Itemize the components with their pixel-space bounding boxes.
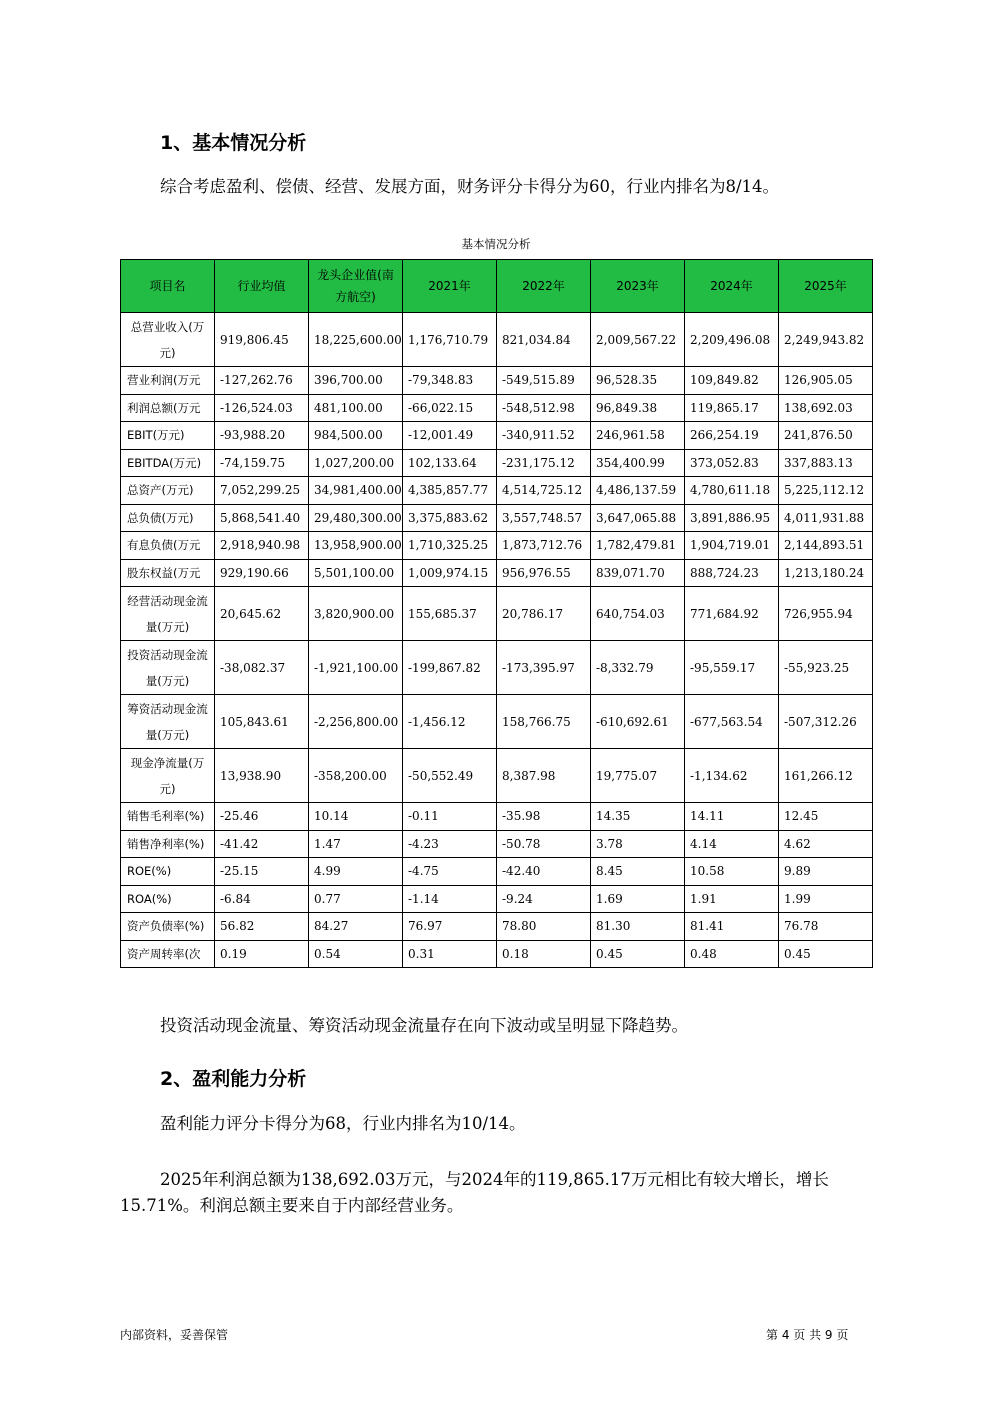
row-value-cell: 5,868,541.40 <box>215 504 309 532</box>
row-value-cell: -231,175.12 <box>497 449 591 477</box>
row-value-cell: 396,700.00 <box>309 367 403 395</box>
row-label: 销售毛利率(%) <box>121 803 215 831</box>
section-1-intro: 综合考虑盈利、偿债、经营、发展方面，财务评分卡得分为60，行业内排名为8/14。 <box>160 177 780 196</box>
row-value-cell: 3,820,900.00 <box>309 587 403 641</box>
row-label: 利润总额(万元 <box>121 394 215 422</box>
row-value-cell: 984,500.00 <box>309 422 403 450</box>
row-value-cell: 4,780,611.18 <box>685 477 779 505</box>
row-value-cell: 3,647,065.88 <box>591 504 685 532</box>
row-label: 经营活动现金流量(万元) <box>121 587 215 641</box>
section-1-heading: 1、基本情况分析 <box>160 132 307 154</box>
footer-confidential-note: 内部资料，妥善保管 <box>120 1328 229 1342</box>
row-value-cell: -358,200.00 <box>309 749 403 803</box>
row-value-cell: -4.75 <box>403 858 497 886</box>
row-value-cell: -549,515.89 <box>497 367 591 395</box>
row-value-cell: 373,052.83 <box>685 449 779 477</box>
row-value-cell: -8,332.79 <box>591 641 685 695</box>
row-value-cell: 1,009,974.15 <box>403 559 497 587</box>
row-value-cell: -6.84 <box>215 885 309 913</box>
row-value-cell: 246,961.58 <box>591 422 685 450</box>
row-value-cell: -1.14 <box>403 885 497 913</box>
row-value-cell: 10.58 <box>685 858 779 886</box>
header-year-2024: 2024年 <box>685 260 779 313</box>
table-row <box>121 749 873 803</box>
row-value-cell: 3,557,748.57 <box>497 504 591 532</box>
row-value-cell: 56.82 <box>215 913 309 941</box>
row-value-cell: 956,976.55 <box>497 559 591 587</box>
row-value-cell: -1,134.62 <box>685 749 779 803</box>
row-value-cell: 19,775.07 <box>591 749 685 803</box>
footer-page-number: 第 4 页 共 9 页 <box>766 1328 849 1342</box>
row-value-cell: 102,133.64 <box>403 449 497 477</box>
section-2-heading: 2、盈利能力分析 <box>160 1068 307 1090</box>
row-value-cell: 9.89 <box>779 858 873 886</box>
row-value-cell: 81.41 <box>685 913 779 941</box>
row-value-cell: -126,524.03 <box>215 394 309 422</box>
row-value-cell: 81.30 <box>591 913 685 941</box>
row-value-cell: 1,782,479.81 <box>591 532 685 560</box>
row-value-cell: 126,905.05 <box>779 367 873 395</box>
row-value-cell: -35.98 <box>497 803 591 831</box>
row-value-cell: -0.11 <box>403 803 497 831</box>
row-value-cell: 821,034.84 <box>497 313 591 367</box>
row-value-cell: 3.78 <box>591 830 685 858</box>
row-label: 资产负债率(%) <box>121 913 215 941</box>
row-value-cell: -95,559.17 <box>685 641 779 695</box>
row-value-cell: 2,209,496.08 <box>685 313 779 367</box>
row-value-cell: -41.42 <box>215 830 309 858</box>
header-year-2021: 2021年 <box>403 260 497 313</box>
table-row <box>121 803 873 831</box>
row-value-cell: 76.78 <box>779 913 873 941</box>
row-value-cell: -42.40 <box>497 858 591 886</box>
row-value-cell: 640,754.03 <box>591 587 685 641</box>
row-value-cell: 1,710,325.25 <box>403 532 497 560</box>
row-value-cell: 1.99 <box>779 885 873 913</box>
row-value-cell: -74,159.75 <box>215 449 309 477</box>
row-label: 投资活动现金流量(万元) <box>121 641 215 695</box>
row-value-cell: -2,256,800.00 <box>309 695 403 749</box>
row-value-cell: 1,904,719.01 <box>685 532 779 560</box>
row-label: 股东权益(万元 <box>121 559 215 587</box>
table-row <box>121 532 873 560</box>
header-year-2022: 2022年 <box>497 260 591 313</box>
row-label: 总资产(万元) <box>121 477 215 505</box>
table-conclusion-text: 投资活动现金流量、筹资活动现金流量存在向下波动或呈明显下降趋势。 <box>160 1016 688 1035</box>
row-value-cell: -93,988.20 <box>215 422 309 450</box>
row-value-cell: 109,849.82 <box>685 367 779 395</box>
table-row <box>121 695 873 749</box>
row-value-cell: 929,190.66 <box>215 559 309 587</box>
row-value-cell: 4,514,725.12 <box>497 477 591 505</box>
row-value-cell: 138,692.03 <box>779 394 873 422</box>
row-value-cell: 2,249,943.82 <box>779 313 873 367</box>
table-row <box>121 885 873 913</box>
table-caption: 基本情况分析 <box>461 237 531 251</box>
row-value-cell: 76.97 <box>403 913 497 941</box>
row-value-cell: -25.15 <box>215 858 309 886</box>
row-value-cell: 241,876.50 <box>779 422 873 450</box>
row-value-cell: -4.23 <box>403 830 497 858</box>
row-value-cell: 0.31 <box>403 940 497 968</box>
header-year-2025: 2025年 <box>779 260 873 313</box>
row-value-cell: 0.18 <box>497 940 591 968</box>
row-value-cell: 3,375,883.62 <box>403 504 497 532</box>
financial-table <box>120 259 873 968</box>
row-value-cell: 4,486,137.59 <box>591 477 685 505</box>
header-leader-value: 龙头企业值(南方航空) <box>309 260 403 313</box>
row-value-cell: 12.45 <box>779 803 873 831</box>
table-row <box>121 913 873 941</box>
row-value-cell: 888,724.23 <box>685 559 779 587</box>
row-label: 总负债(万元) <box>121 504 215 532</box>
table-row <box>121 641 873 695</box>
row-value-cell: 8,387.98 <box>497 749 591 803</box>
row-value-cell: 354,400.99 <box>591 449 685 477</box>
row-value-cell: 4.14 <box>685 830 779 858</box>
row-value-cell: -1,921,100.00 <box>309 641 403 695</box>
row-label: EBITDA(万元) <box>121 449 215 477</box>
row-value-cell: 5,501,100.00 <box>309 559 403 587</box>
row-value-cell: -677,563.54 <box>685 695 779 749</box>
row-label: ROE(%) <box>121 858 215 886</box>
row-value-cell: -12,001.49 <box>403 422 497 450</box>
row-value-cell: 7,052,299.25 <box>215 477 309 505</box>
table-row <box>121 559 873 587</box>
row-value-cell: 8.45 <box>591 858 685 886</box>
row-value-cell: 3,891,886.95 <box>685 504 779 532</box>
table-row <box>121 477 873 505</box>
row-value-cell: 4,385,857.77 <box>403 477 497 505</box>
table-row <box>121 367 873 395</box>
row-value-cell: 0.45 <box>779 940 873 968</box>
row-value-cell: -507,312.26 <box>779 695 873 749</box>
row-value-cell: 4.99 <box>309 858 403 886</box>
row-value-cell: 20,645.62 <box>215 587 309 641</box>
row-value-cell: 266,254.19 <box>685 422 779 450</box>
row-value-cell: -127,262.76 <box>215 367 309 395</box>
row-value-cell: 29,480,300.00 <box>309 504 403 532</box>
table-row <box>121 858 873 886</box>
row-label: 有息负债(万元 <box>121 532 215 560</box>
row-label: 营业利润(万元 <box>121 367 215 395</box>
row-value-cell: -79,348.83 <box>403 367 497 395</box>
row-label: EBIT(万元) <box>121 422 215 450</box>
table-row <box>121 422 873 450</box>
row-value-cell: -25.46 <box>215 803 309 831</box>
row-value-cell: 1.69 <box>591 885 685 913</box>
row-value-cell: 155,685.37 <box>403 587 497 641</box>
header-item-name: 项目名 <box>121 260 215 313</box>
profit-analysis-text: 2025年利润总额为138,692.03万元，与2024年的119,865.17万元相比有较大增长，增长15.71%。利润总额主要来自于内部经营业务。 <box>120 1170 829 1215</box>
row-value-cell: -173,395.97 <box>497 641 591 695</box>
row-label: ROA(%) <box>121 885 215 913</box>
row-value-cell: -38,082.37 <box>215 641 309 695</box>
table-row <box>121 504 873 532</box>
table-row <box>121 449 873 477</box>
row-value-cell: -50.78 <box>497 830 591 858</box>
row-value-cell: 158,766.75 <box>497 695 591 749</box>
header-industry-avg: 行业均值 <box>215 260 309 313</box>
table-row <box>121 830 873 858</box>
row-value-cell: 1,873,712.76 <box>497 532 591 560</box>
row-value-cell: 0.45 <box>591 940 685 968</box>
row-value-cell: 2,009,567.22 <box>591 313 685 367</box>
table-row <box>121 313 873 367</box>
row-value-cell: 119,865.17 <box>685 394 779 422</box>
row-value-cell: 96,528.35 <box>591 367 685 395</box>
row-value-cell: 84.27 <box>309 913 403 941</box>
row-value-cell: 771,684.92 <box>685 587 779 641</box>
row-value-cell: 337,883.13 <box>779 449 873 477</box>
row-value-cell: 78.80 <box>497 913 591 941</box>
row-value-cell: -548,512.98 <box>497 394 591 422</box>
row-label: 总营业收入(万元) <box>121 313 215 367</box>
row-value-cell: -66,022.15 <box>403 394 497 422</box>
row-value-cell: 13,958,900.00 <box>309 532 403 560</box>
row-value-cell: 919,806.45 <box>215 313 309 367</box>
row-value-cell: 1.91 <box>685 885 779 913</box>
row-value-cell: -1,456.12 <box>403 695 497 749</box>
row-value-cell: 726,955.94 <box>779 587 873 641</box>
row-value-cell: 5,225,112.12 <box>779 477 873 505</box>
row-value-cell: -340,911.52 <box>497 422 591 450</box>
row-value-cell: 96,849.38 <box>591 394 685 422</box>
row-label: 销售净利率(%) <box>121 830 215 858</box>
row-value-cell: 1.47 <box>309 830 403 858</box>
row-value-cell: 839,071.70 <box>591 559 685 587</box>
row-value-cell: 0.77 <box>309 885 403 913</box>
row-value-cell: -9.24 <box>497 885 591 913</box>
row-label: 筹资活动现金流量(万元) <box>121 695 215 749</box>
header-year-2023: 2023年 <box>591 260 685 313</box>
row-value-cell: 161,266.12 <box>779 749 873 803</box>
row-value-cell: 13,938.90 <box>215 749 309 803</box>
row-value-cell: 20,786.17 <box>497 587 591 641</box>
row-value-cell: 1,027,200.00 <box>309 449 403 477</box>
row-value-cell: 0.48 <box>685 940 779 968</box>
table-row <box>121 394 873 422</box>
table-header-row <box>121 260 873 313</box>
row-value-cell: 34,981,400.00 <box>309 477 403 505</box>
row-value-cell: 18,225,600.00 <box>309 313 403 367</box>
row-label: 资产周转率(次 <box>121 940 215 968</box>
table-row <box>121 587 873 641</box>
row-value-cell: 10.14 <box>309 803 403 831</box>
row-value-cell: 481,100.00 <box>309 394 403 422</box>
row-value-cell: 105,843.61 <box>215 695 309 749</box>
row-value-cell: 2,918,940.98 <box>215 532 309 560</box>
profit-score-text: 盈利能力评分卡得分为68，行业内排名为10/14。 <box>160 1114 526 1133</box>
row-value-cell: 2,144,893.51 <box>779 532 873 560</box>
row-value-cell: 1,176,710.79 <box>403 313 497 367</box>
row-value-cell: 1,213,180.24 <box>779 559 873 587</box>
row-value-cell: -50,552.49 <box>403 749 497 803</box>
table-row <box>121 940 873 968</box>
row-value-cell: 14.35 <box>591 803 685 831</box>
row-value-cell: 4,011,931.88 <box>779 504 873 532</box>
row-label: 现金净流量(万元) <box>121 749 215 803</box>
row-value-cell: -610,692.61 <box>591 695 685 749</box>
row-value-cell: 0.54 <box>309 940 403 968</box>
row-value-cell: 0.19 <box>215 940 309 968</box>
row-value-cell: -55,923.25 <box>779 641 873 695</box>
row-value-cell: 14.11 <box>685 803 779 831</box>
row-value-cell: -199,867.82 <box>403 641 497 695</box>
row-value-cell: 4.62 <box>779 830 873 858</box>
